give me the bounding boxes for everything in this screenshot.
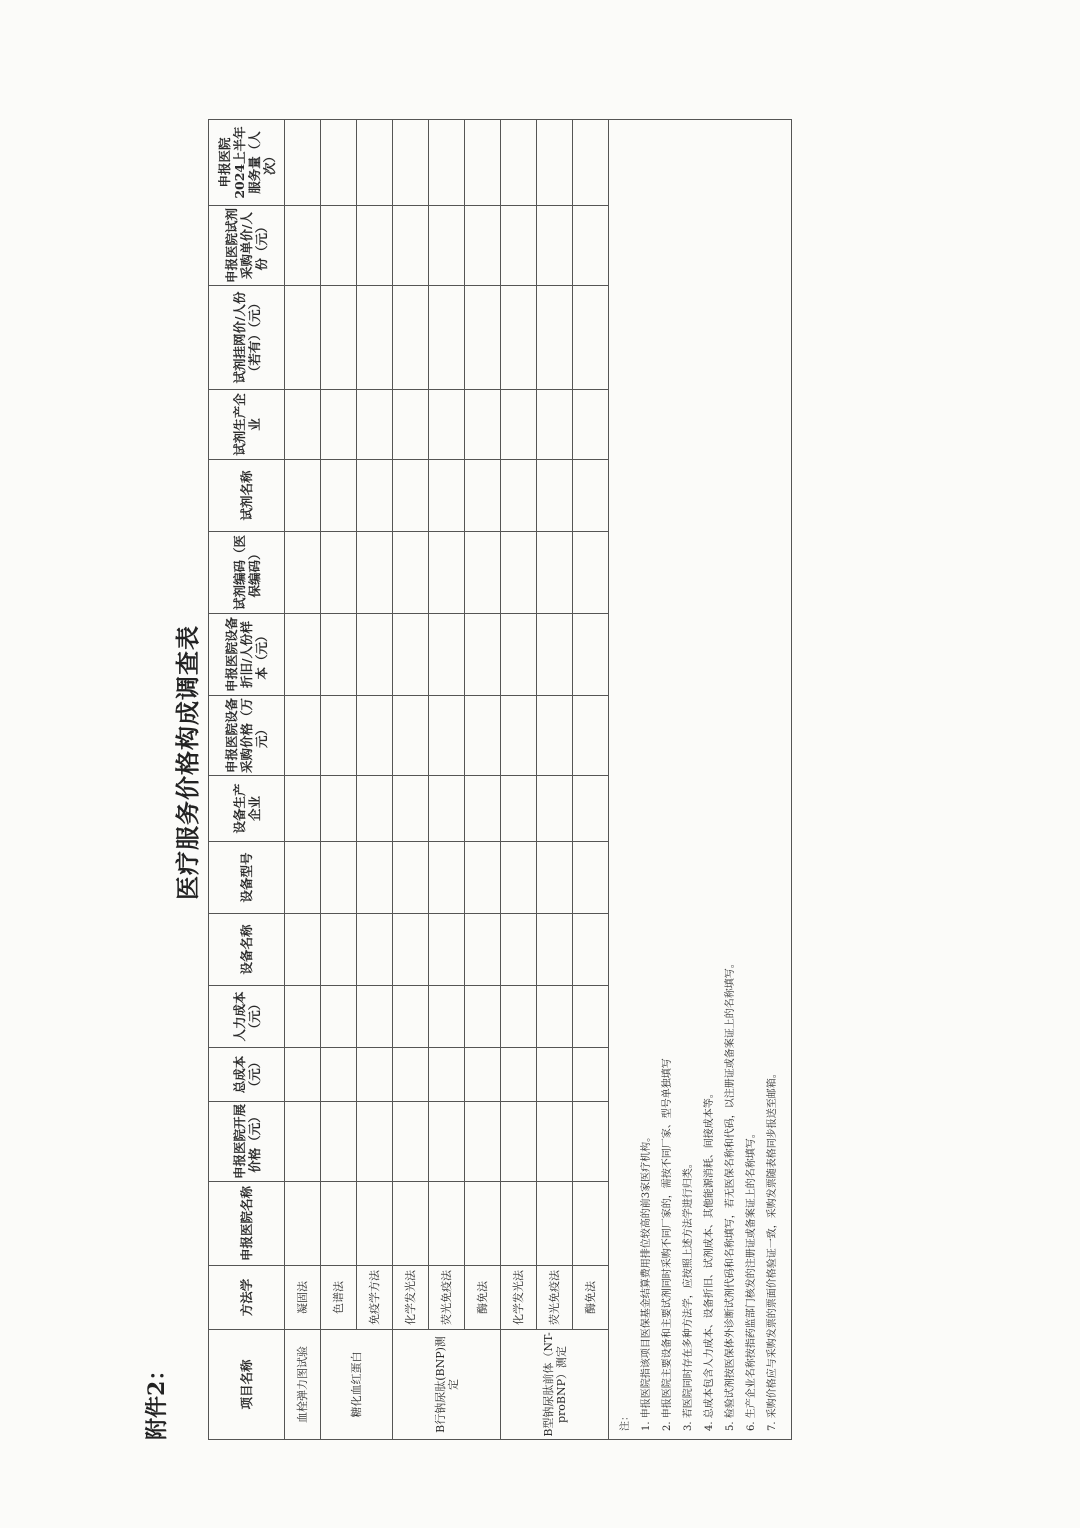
note-item: 2. 申报医院主要设备和主要试剂同时采购不同厂家的，需按不同厂家、型号单独填写 [662,1058,673,1431]
method-cell: 化学发光法 [501,1266,537,1330]
note-item: 7. 采购价格应与采购发票的票面价格验证一致，采购发票随表格同步报送至邮箱。 [767,1068,778,1431]
notes-row [609,120,792,1440]
price-composition-table [208,119,792,1440]
header-cell: 人力成本（元） [209,986,285,1048]
header-cell: 申报医院设备折旧/人份样本（元） [209,614,285,696]
table-row [429,120,465,1440]
method-cell: 荧光免疫法 [537,1266,573,1330]
method-cell: 化学发光法 [393,1266,429,1330]
method-cell: 免疫学方法 [357,1266,393,1330]
item-name-cell: 血栓弹力图试验 [285,1330,321,1440]
header-cell: 方法学 [209,1266,285,1330]
table-row [501,120,537,1440]
survey-table-sheet [208,120,778,1440]
method-cell: 酶免法 [465,1266,501,1330]
method-cell: 色谱法 [321,1266,357,1330]
method-cell: 酶免法 [573,1266,609,1330]
header-cell: 试剂名称 [209,460,285,532]
header-cell: 设备名称 [209,914,285,986]
table-row [393,120,429,1440]
table-row [537,120,573,1440]
header-cell: 申报医院设备采购价格（万元） [209,696,285,776]
item-name-cell: B型钠尿肽前体（NT-proBNP）测定 [501,1330,609,1440]
notes-cell [609,120,792,1440]
header-row [209,120,285,1440]
note-item: 4. 总成本包含人力成本、设备折旧、试剂成本、其他能源消耗、间接成本等。 [704,1088,715,1431]
item-name-cell: B行钠尿肽(BNP)测定 [393,1330,501,1440]
header-cell: 项目名称 [209,1330,285,1440]
notes-label: 注： [620,1411,631,1431]
header-cell: 设备生产企业 [209,776,285,842]
header-cell: 试剂编码（医保编码） [209,532,285,614]
note-item: 1. 申报医院指该项目医保基金结算费用排位较高的前3家医疗机构。 [641,1131,652,1431]
table-row [285,120,321,1440]
table-row [321,120,357,1440]
method-cell: 荧光免疫法 [429,1266,465,1330]
table-row [573,120,609,1440]
note-item: 5. 检验试剂按医保体外诊断试剂代码和名称填写，若无医保名称和代码，以注册证或备案证上的名称填写。 [725,958,736,1431]
table-row [357,120,393,1440]
header-cell: 申报医院2024上半年服务量（人次） [209,120,285,206]
attachment-label: 附件2： [144,1358,170,1440]
header-cell: 申报医院试剂采购单价/人份（元） [209,206,285,286]
note-item: 3. 若医院同时存在多种方法学，应按照上述方法学进行归类。 [683,1158,694,1431]
header-cell: 申报医院名称 [209,1182,285,1266]
method-cell: 凝固法 [285,1266,321,1330]
header-cell: 设备型号 [209,842,285,914]
header-cell: 总成本（元） [209,1048,285,1102]
page-title: 医疗服务价格构成调查表 [173,625,202,900]
header-cell: 试剂挂网价/人份（若有）（元） [209,286,285,390]
table-row [465,120,501,1440]
header-cell: 试剂生产企业 [209,390,285,460]
item-name-cell: 糖化血红蛋白 [321,1330,393,1440]
note-item: 6. 生产企业名称按指药监部门核发的注册证或备案证上的名称填写。 [746,1128,757,1431]
header-cell: 申报医院开展价格（元） [209,1102,285,1182]
